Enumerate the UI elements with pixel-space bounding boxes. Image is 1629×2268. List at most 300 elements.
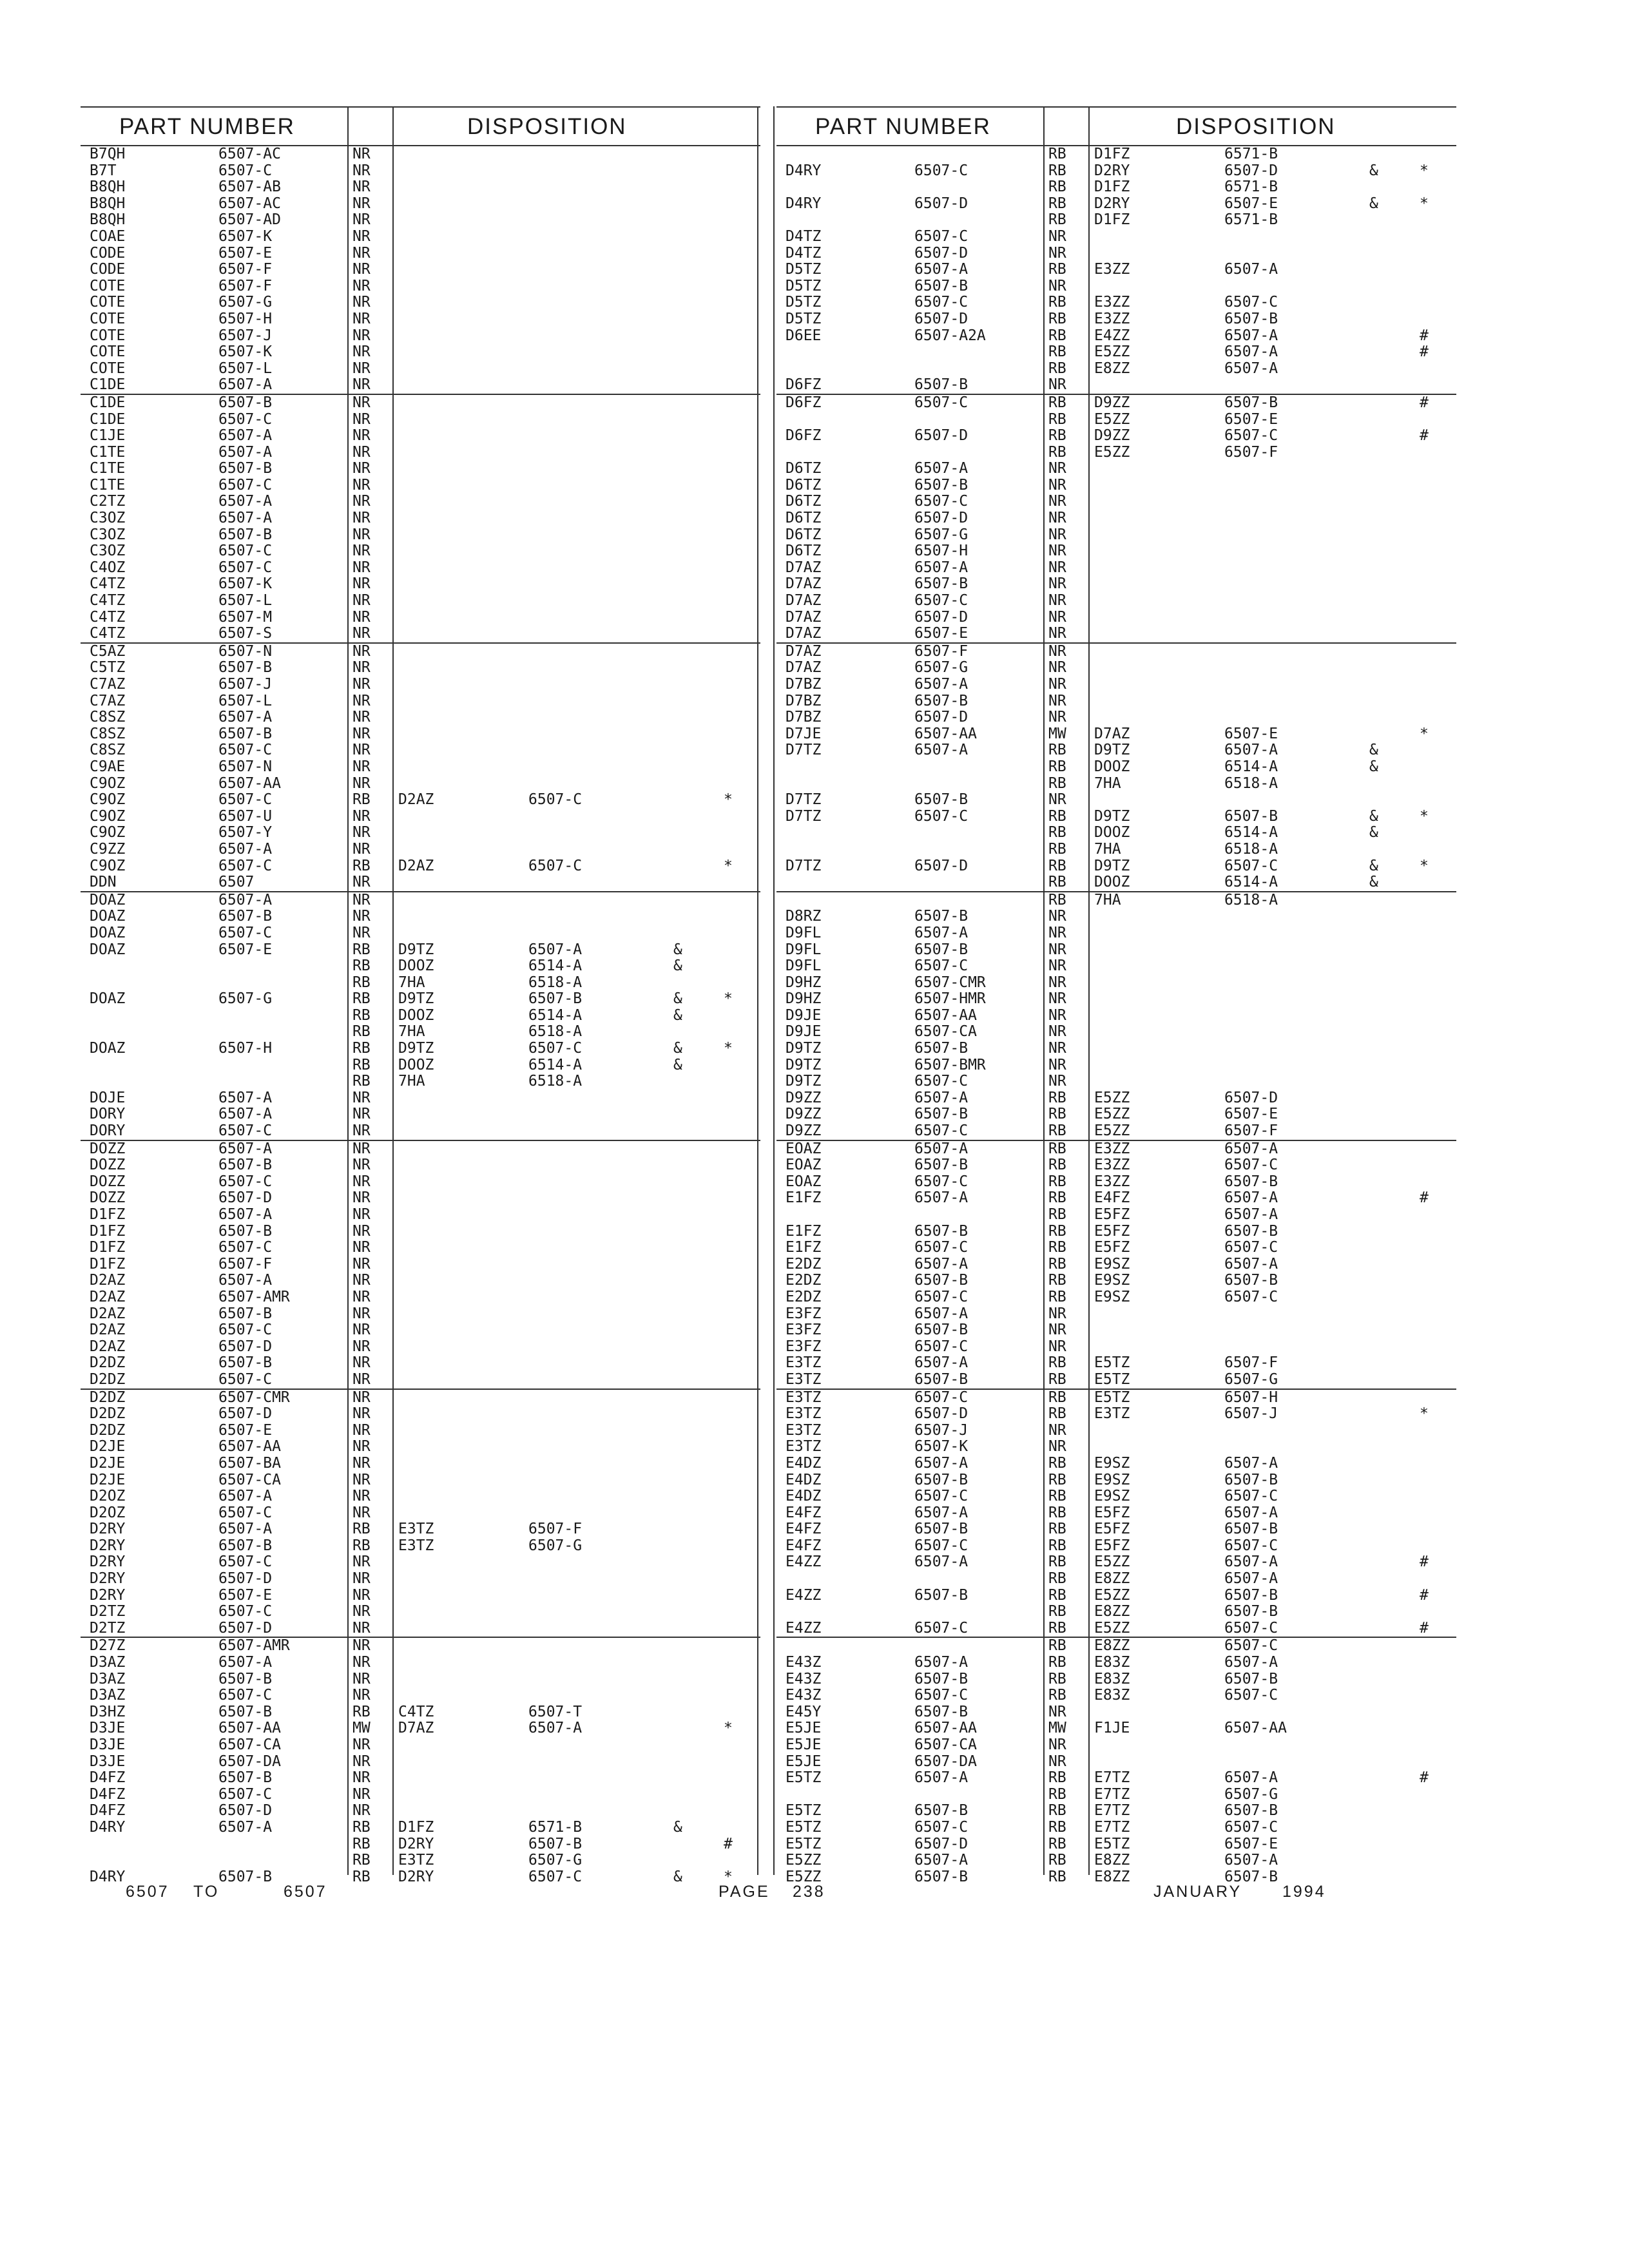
replacement-prefix: E5TZ — [1094, 1389, 1130, 1406]
table-row — [81, 163, 760, 180]
part-suffix: 6507-E — [218, 1421, 273, 1439]
disposition-code: NR — [352, 1670, 371, 1687]
part-prefix: DOAZ — [90, 908, 126, 925]
part-prefix: E1FZ — [786, 1189, 822, 1207]
disposition-code: RB — [1048, 857, 1066, 874]
part-suffix: 6507-B — [218, 1537, 273, 1554]
replacement-prefix: DOOZ — [398, 1006, 434, 1024]
part-prefix: D2RY — [90, 1521, 126, 1538]
disposition-code: NR — [352, 510, 371, 527]
table-row — [81, 1754, 760, 1771]
replacement-suffix: 6507-B — [1224, 1802, 1278, 1820]
disposition-code: NR — [352, 1089, 371, 1106]
part-prefix: D2JE — [90, 1454, 126, 1472]
table-row — [776, 693, 1456, 710]
table-row — [81, 1190, 760, 1207]
disposition-code: RB — [1048, 1354, 1066, 1372]
part-suffix: 6507-N — [218, 758, 273, 775]
disposition-code: RB — [1048, 1687, 1066, 1704]
part-prefix: E5JE — [786, 1753, 822, 1770]
part-prefix: D6FZ — [786, 376, 822, 394]
part-prefix: D6TZ — [786, 493, 822, 510]
ampersand-marker: & — [673, 1040, 682, 1057]
disposition-code: NR — [352, 343, 371, 361]
replacement-prefix: DOOZ — [398, 957, 434, 975]
part-prefix: D2RY — [90, 1586, 126, 1604]
part-suffix: 6507-C — [218, 1504, 273, 1521]
disposition-code: NR — [352, 1106, 371, 1123]
table-row — [81, 1554, 760, 1571]
table-row — [81, 1207, 760, 1224]
table-row — [776, 1106, 1456, 1123]
part-prefix: D4RY — [90, 1868, 126, 1885]
table-row — [81, 510, 760, 527]
footer-range-to-label: TO — [193, 1883, 220, 1901]
part-prefix: D27Z — [90, 1637, 126, 1655]
part-suffix: 6507-E — [218, 1586, 273, 1604]
part-suffix: 6507-C — [914, 1122, 969, 1140]
part-prefix: E4FZ — [786, 1537, 822, 1554]
disposition-code: NR — [1048, 526, 1066, 543]
replacement-suffix: 6507-C — [528, 1040, 583, 1057]
ampersand-marker: & — [673, 1868, 682, 1885]
table-row — [776, 1157, 1456, 1174]
disposition-code: NR — [352, 1471, 371, 1488]
footer-page-label: PAGE — [718, 1883, 770, 1901]
part-prefix: COTE — [90, 360, 126, 377]
part-prefix: D2RY — [90, 1553, 126, 1571]
table-row — [776, 1439, 1456, 1456]
table-row — [81, 445, 760, 461]
part-suffix: 6507-AMR — [218, 1637, 290, 1655]
part-suffix: 6507-C — [218, 857, 273, 874]
part-suffix: 6507-D — [914, 709, 969, 726]
part-suffix: 6507-B — [218, 1703, 273, 1720]
replacement-suffix: 6507-T — [528, 1703, 583, 1720]
part-prefix: D9HZ — [786, 990, 822, 1008]
disposition-code: NR — [352, 1504, 371, 1521]
table-row — [81, 1289, 760, 1306]
replacement-prefix: E5TZ — [1094, 1835, 1130, 1852]
disposition-code: NR — [352, 1438, 371, 1456]
replacement-prefix: E8ZZ — [1094, 1570, 1130, 1588]
disposition-code: NR — [1048, 974, 1066, 991]
disposition-code: NR — [352, 460, 371, 477]
part-prefix: C9OZ — [90, 857, 126, 874]
part-suffix: 6507-C — [218, 559, 273, 576]
replacement-prefix: DOOZ — [398, 1056, 434, 1073]
table-row — [776, 477, 1456, 494]
table-row — [81, 361, 760, 378]
table-row — [81, 543, 760, 560]
replacement-prefix: D9TZ — [398, 1040, 434, 1057]
part-suffix: 6507-S — [218, 625, 273, 642]
part-prefix: DOZZ — [90, 1140, 126, 1157]
part-prefix: D7JE — [786, 725, 822, 742]
part-suffix: 6507-C — [914, 1818, 969, 1836]
part-prefix: C8SZ — [90, 725, 126, 742]
part-suffix: 6507-A — [914, 460, 969, 477]
table-row — [81, 245, 760, 262]
replacement-prefix: E7TZ — [1094, 1818, 1130, 1836]
table-row — [776, 1671, 1456, 1688]
replacement-prefix: 7HA — [1094, 840, 1121, 858]
table-row — [81, 328, 760, 345]
table-row — [776, 1008, 1456, 1024]
part-prefix: E5JE — [786, 1736, 822, 1753]
part-prefix: C3OZ — [90, 510, 126, 527]
disposition-code: RB — [1048, 742, 1066, 759]
part-suffix: 6507-A2A — [914, 327, 986, 344]
part-suffix: 6507-A — [218, 1272, 273, 1289]
table-row — [776, 1655, 1456, 1671]
table-row — [776, 709, 1456, 726]
replacement-prefix: E5ZZ — [1094, 443, 1130, 461]
disposition-code: RB — [1048, 758, 1066, 775]
table-row — [81, 991, 760, 1008]
table-row — [776, 1538, 1456, 1555]
ampersand-marker: & — [673, 990, 682, 1008]
replacement-prefix: D9ZZ — [1094, 427, 1130, 445]
replacement-suffix: 6507-C — [1224, 1637, 1278, 1655]
part-suffix: 6507-A — [914, 1654, 969, 1671]
replacement-prefix: E5ZZ — [1094, 343, 1130, 361]
left-rows — [81, 146, 760, 1885]
disposition-code: NR — [1048, 1338, 1066, 1355]
disposition-code: NR — [1048, 1023, 1066, 1041]
replacement-prefix: E9SZ — [1094, 1471, 1130, 1488]
part-suffix: 6507-AD — [218, 211, 281, 229]
part-prefix: D2JE — [90, 1438, 126, 1456]
disposition-code: NR — [352, 1173, 371, 1190]
part-prefix: C8SZ — [90, 709, 126, 726]
table-row — [776, 1273, 1456, 1289]
table-row — [776, 858, 1456, 875]
part-prefix: D1FZ — [90, 1239, 126, 1256]
footer-month: JANUARY — [1153, 1883, 1242, 1901]
disposition-code: RB — [1048, 891, 1066, 908]
disposition-code: NR — [352, 1239, 371, 1256]
table-row — [81, 958, 760, 975]
disposition-code: RB — [1048, 1654, 1066, 1671]
part-prefix: D9FL — [786, 957, 822, 975]
table-row — [776, 543, 1456, 560]
table-row — [81, 576, 760, 593]
table-row — [776, 1521, 1456, 1538]
part-suffix: 6507-L — [218, 592, 273, 610]
part-prefix: DOAZ — [90, 891, 126, 908]
table-row — [81, 1488, 760, 1505]
replacement-suffix: 6507-B — [1224, 1173, 1278, 1190]
table-row — [81, 892, 760, 909]
part-suffix: 6507-G — [218, 990, 273, 1008]
ampersand-marker: & — [673, 1056, 682, 1073]
replacement-suffix: 6507-A — [1224, 1504, 1278, 1521]
table-row — [776, 1024, 1456, 1041]
disposition-code: RB — [1048, 824, 1066, 841]
disposition-code: NR — [352, 642, 371, 660]
table-row — [776, 1505, 1456, 1522]
part-prefix: D9FL — [786, 924, 822, 941]
part-suffix: 6507-B — [914, 1106, 969, 1123]
table-row — [81, 1390, 760, 1407]
part-suffix: 6507-DA — [218, 1753, 281, 1770]
table-row — [776, 874, 1456, 892]
replacement-prefix: E8ZZ — [1094, 1868, 1130, 1885]
replacement-suffix: 6518-A — [528, 1073, 583, 1090]
part-suffix: 6507-C — [218, 162, 273, 179]
table-row — [81, 1141, 760, 1158]
table-row — [81, 1090, 760, 1107]
disposition-code: RB — [1048, 1553, 1066, 1571]
part-prefix: D7TZ — [786, 857, 822, 874]
part-prefix: D2AZ — [90, 1272, 126, 1289]
replacement-prefix: E7TZ — [1094, 1785, 1130, 1803]
disposition-code: RB — [1048, 1835, 1066, 1852]
disposition-code: RB — [1048, 1454, 1066, 1472]
part-suffix: 6507-A — [914, 924, 969, 941]
part-prefix: D4FZ — [90, 1802, 126, 1820]
flag-marker: * — [1420, 857, 1429, 874]
part-prefix: E5TZ — [786, 1769, 822, 1787]
part-prefix: D7TZ — [786, 742, 822, 759]
part-suffix: 6507-C — [218, 1173, 273, 1190]
disposition-code: NR — [1048, 692, 1066, 709]
part-suffix: 6507-A — [914, 676, 969, 693]
part-prefix: D2OZ — [90, 1504, 126, 1521]
part-prefix: E5ZZ — [786, 1868, 822, 1885]
replacement-prefix: E5ZZ — [1094, 1586, 1130, 1604]
part-prefix: D7AZ — [786, 608, 822, 626]
table-row — [81, 742, 760, 759]
part-suffix: 6507-DA — [914, 1753, 977, 1770]
part-prefix: D4FZ — [90, 1785, 126, 1803]
part-suffix: 6507-K — [218, 575, 273, 593]
flag-marker: # — [724, 1835, 733, 1852]
flag-marker: # — [1420, 1769, 1429, 1787]
part-suffix: 6507-AA — [218, 774, 281, 792]
part-suffix: 6507-B — [914, 277, 969, 294]
part-prefix: B7T — [90, 162, 117, 179]
part-suffix: 6507-A — [218, 376, 273, 394]
part-suffix: 6507-A — [218, 1818, 273, 1836]
part-prefix: D2AZ — [90, 1338, 126, 1355]
disposition-code: RB — [1048, 1206, 1066, 1223]
table-row — [81, 344, 760, 361]
flag-marker: * — [724, 791, 733, 809]
part-prefix: D9JE — [786, 1023, 822, 1041]
disposition-code: RB — [1048, 1189, 1066, 1207]
disposition-code: NR — [1048, 510, 1066, 527]
part-number-header: PART NUMBER — [119, 114, 295, 139]
table-row — [776, 975, 1456, 992]
ampersand-marker: & — [673, 957, 682, 975]
replacement-suffix: 6507-A — [1224, 1454, 1278, 1472]
table-row — [776, 1306, 1456, 1323]
part-suffix: 6507-D — [914, 310, 969, 327]
part-prefix: DOAZ — [90, 990, 126, 1008]
part-suffix: 6507-B — [914, 1157, 969, 1174]
disposition-code: NR — [1048, 924, 1066, 941]
table-row — [81, 294, 760, 311]
part-suffix: 6507-AA — [218, 1438, 281, 1456]
part-suffix: 6507-L — [218, 692, 273, 709]
part-prefix: D5TZ — [786, 261, 822, 278]
replacement-prefix: F1JE — [1094, 1720, 1130, 1737]
ampersand-marker: & — [1369, 824, 1378, 841]
disposition-code: MW — [1048, 725, 1066, 742]
part-suffix: 6507-F — [218, 277, 273, 294]
table-row — [81, 1604, 760, 1620]
part-suffix: 6507-B — [218, 526, 273, 543]
disposition-code: NR — [1048, 1438, 1066, 1456]
disposition-code: NR — [1048, 1006, 1066, 1024]
part-suffix: 6507-D — [218, 1802, 273, 1820]
part-suffix: 6507-C — [914, 1239, 969, 1256]
disposition-code: NR — [1048, 244, 1066, 262]
part-prefix: D1FZ — [90, 1222, 126, 1240]
table-row — [776, 1770, 1456, 1787]
replacement-prefix: E9SZ — [1094, 1288, 1130, 1305]
part-prefix: COTE — [90, 277, 126, 294]
table-row — [81, 925, 760, 942]
disposition-code: NR — [352, 807, 371, 825]
disposition-code: RB — [1048, 874, 1066, 891]
part-prefix: D7AZ — [786, 625, 822, 642]
table-row — [81, 311, 760, 328]
table-row — [776, 1754, 1456, 1771]
replacement-suffix: 6507-C — [1224, 294, 1278, 311]
replacement-prefix: E3TZ — [1094, 1405, 1130, 1423]
disposition-code: RB — [352, 941, 371, 958]
table-row — [776, 792, 1456, 809]
part-suffix: 6507-G — [914, 659, 969, 677]
replacement-prefix: 7HA — [398, 1023, 425, 1041]
disposition-code: NR — [352, 1189, 371, 1207]
table-row — [81, 1869, 760, 1886]
disposition-code: NR — [352, 559, 371, 576]
replacement-suffix: 6518-A — [528, 974, 583, 991]
replacement-suffix: 6507-A — [1224, 1140, 1278, 1157]
disposition-code: NR — [1048, 625, 1066, 642]
part-prefix: DOAZ — [90, 941, 126, 958]
table-row — [81, 1355, 760, 1372]
part-prefix: D3AZ — [90, 1654, 126, 1671]
replacement-suffix: 6507-B — [528, 990, 583, 1008]
replacement-prefix: D7AZ — [398, 1720, 434, 1737]
part-suffix: 6507-A — [914, 261, 969, 278]
part-suffix: 6507-N — [218, 642, 273, 660]
table-row — [81, 1787, 760, 1803]
table-row — [776, 1554, 1456, 1571]
part-prefix: C9AE — [90, 758, 126, 775]
part-suffix: 6507-Y — [218, 824, 273, 841]
part-prefix: D9TZ — [786, 1056, 822, 1073]
part-suffix: 6507-A — [218, 427, 273, 445]
disposition-code: RB — [1048, 1405, 1066, 1423]
replacement-suffix: 6507-E — [1224, 725, 1278, 742]
replacement-prefix: D9TZ — [1094, 857, 1130, 874]
part-prefix: D7BZ — [786, 709, 822, 726]
replacement-suffix: 6507-B — [1224, 1521, 1278, 1538]
disposition-code: RB — [352, 857, 371, 874]
table-row — [776, 1322, 1456, 1339]
table-row — [776, 163, 1456, 180]
part-suffix: 6507-C — [914, 592, 969, 610]
flag-marker: * — [1420, 725, 1429, 742]
replacement-prefix: E3ZZ — [1094, 1157, 1130, 1174]
disposition-header: DISPOSITION — [467, 114, 627, 139]
table-row — [81, 1306, 760, 1323]
table-row — [776, 1423, 1456, 1439]
part-prefix: D1FZ — [90, 1255, 126, 1273]
table-row — [776, 825, 1456, 841]
disposition-code: NR — [352, 146, 371, 162]
table-row — [776, 328, 1456, 345]
disposition-code: NR — [352, 227, 371, 245]
replacement-suffix: 6507-F — [1224, 443, 1278, 461]
part-prefix: C2TZ — [90, 493, 126, 510]
disposition-code: NR — [352, 1140, 371, 1157]
disposition-code: RB — [352, 1868, 371, 1885]
part-prefix: D2DZ — [90, 1389, 126, 1406]
part-prefix: D2RY — [90, 1537, 126, 1554]
table-row — [81, 412, 760, 428]
disposition-code: NR — [1048, 608, 1066, 626]
part-suffix: 6507-C — [218, 1321, 273, 1339]
disposition-code: NR — [1048, 493, 1066, 510]
disposition-code: MW — [352, 1720, 371, 1737]
part-prefix: DORY — [90, 1106, 126, 1123]
part-suffix: 6507-A — [914, 742, 969, 759]
table-row — [776, 196, 1456, 213]
replacement-prefix: E5ZZ — [1094, 410, 1130, 428]
footer-range-from: 6507 — [126, 1883, 169, 1901]
part-suffix: 6507-G — [218, 294, 273, 311]
table-row — [81, 709, 760, 726]
part-prefix: D5TZ — [786, 294, 822, 311]
disposition-code: NR — [1048, 642, 1066, 660]
table-row — [81, 1339, 760, 1356]
replacement-prefix: E7TZ — [1094, 1769, 1130, 1787]
disposition-code: RB — [352, 990, 371, 1008]
part-prefix: DOZZ — [90, 1189, 126, 1207]
disposition-code: NR — [352, 575, 371, 593]
table-row — [81, 626, 760, 644]
disposition-code: NR — [352, 162, 371, 179]
part-prefix: E5JE — [786, 1720, 822, 1737]
part-suffix: 6507-D — [914, 427, 969, 445]
part-suffix: 6507-B — [914, 1040, 969, 1057]
part-suffix: 6507-D — [218, 1570, 273, 1588]
replacement-suffix: 6518-A — [1224, 891, 1278, 908]
replacement-suffix: 6507-A — [1224, 327, 1278, 344]
table-row — [81, 1106, 760, 1123]
disposition-code: RB — [1048, 1637, 1066, 1655]
table-row — [776, 1090, 1456, 1107]
disposition-code: NR — [1048, 277, 1066, 294]
table-row — [81, 1571, 760, 1588]
replacement-prefix: E5FZ — [1094, 1521, 1130, 1538]
part-prefix: D2DZ — [90, 1405, 126, 1423]
table-row — [81, 461, 760, 477]
part-prefix: E1FZ — [786, 1239, 822, 1256]
part-suffix: 6507-G — [914, 526, 969, 543]
table-row — [81, 942, 760, 959]
replacement-suffix: 6507-C — [528, 791, 583, 809]
part-suffix: 6507-C — [218, 1603, 273, 1620]
table-row — [81, 1803, 760, 1820]
